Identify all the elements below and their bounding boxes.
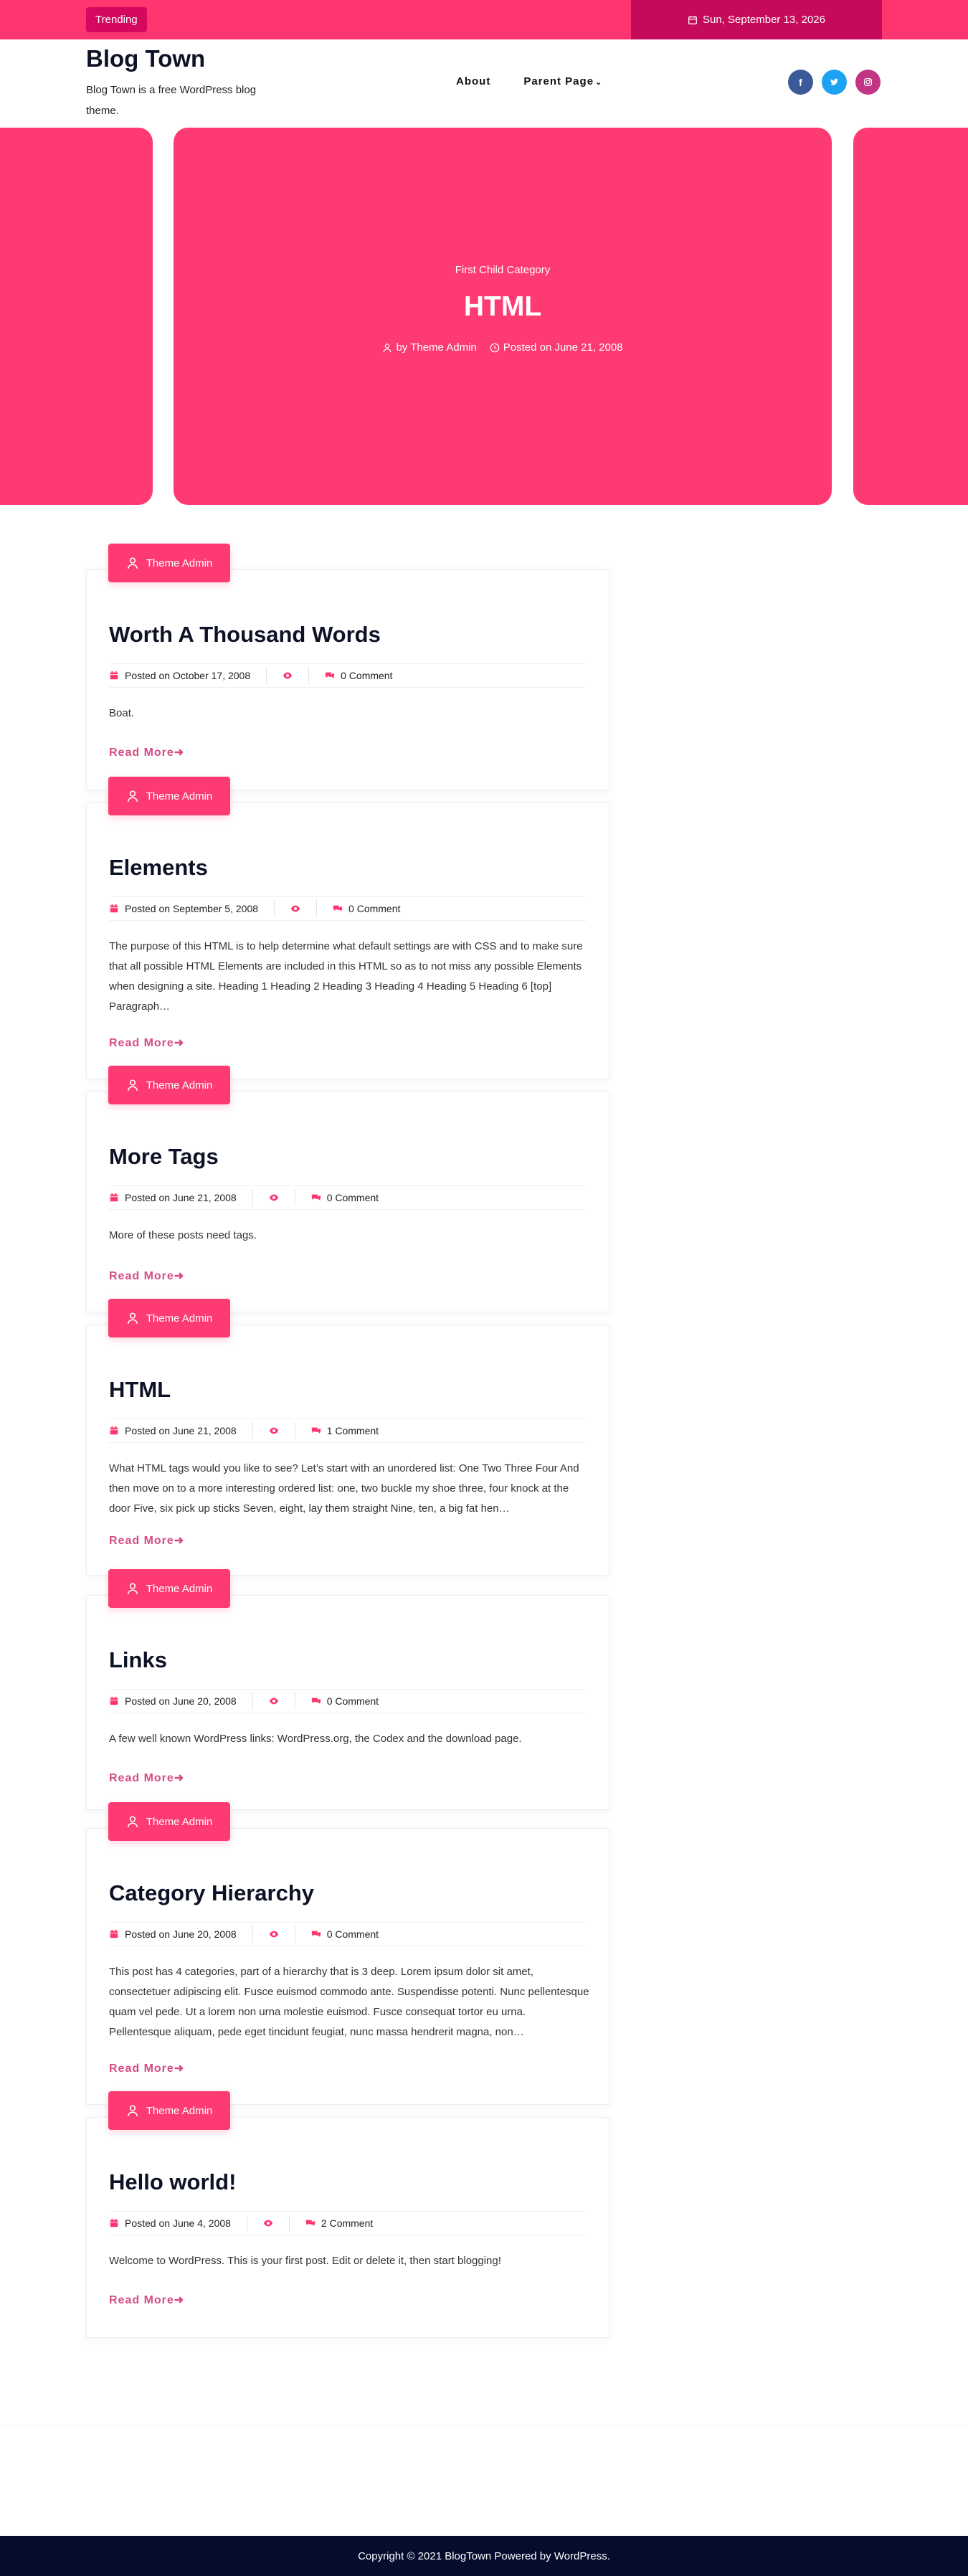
instagram-icon[interactable] (855, 70, 881, 95)
post-comments-text: 0 Comment (348, 903, 401, 914)
nav-item-parent-page[interactable] (523, 75, 602, 87)
calendar-icon (109, 1193, 119, 1203)
post-card (86, 1569, 609, 1810)
read-more-label: Read More (109, 1037, 174, 1049)
read-more-link[interactable] (109, 2061, 184, 2075)
divider (0, 2425, 968, 2426)
eye-icon (263, 2218, 273, 2228)
post-views (263, 2218, 289, 2228)
post-author-button[interactable] (108, 1299, 230, 1337)
arrow-right-icon: ➜ (174, 2063, 185, 2075)
eye-icon (290, 904, 300, 914)
post-excerpt: Welcome to WordPress. This is your first post. Edit or delete it, then start blogging! (109, 2255, 501, 2267)
calendar-icon (109, 1696, 119, 1706)
post-meta (109, 1185, 586, 1210)
post-title[interactable]: More Tags (109, 1144, 219, 1169)
read-more-label: Read More (109, 2294, 174, 2306)
post-title[interactable]: Hello world! (109, 2169, 237, 2194)
read-more-link[interactable] (109, 1533, 184, 1548)
post-date (109, 1928, 252, 1940)
arrow-right-icon: ➜ (174, 1535, 185, 1547)
post-comments-text: 1 Comment (326, 1425, 379, 1436)
post-date (109, 903, 274, 914)
comments-icon (333, 904, 343, 914)
twitter-icon[interactable] (822, 70, 847, 95)
slide-date-text: Posted on June 21, 2008 (503, 341, 623, 354)
slide-current[interactable] (174, 128, 832, 505)
eye-icon (283, 671, 293, 681)
post-card (86, 1299, 609, 1576)
post-excerpt: Boat. (109, 707, 135, 719)
post-excerpt: This post has 4 categories, part of a hierarchy that is 3 deep. Lorem ipsum dolor sit amet, consectetuer adipiscing elit. Fusce euismod commodo ante. Suspendisse potenti. Nunc pellentesque quam vel pede. Ut a lorem non urna molestie euismod. Fusce consequat tortor eu urna. Pellentesque aliquam, pede eget tincidunt feugiat, nunc massa hendrerit magna, non… (109, 1966, 589, 2038)
post-date-text: Posted on June 21, 2008 (125, 1192, 237, 1203)
slide-meta (174, 341, 832, 354)
post-comments[interactable] (325, 670, 408, 681)
post-author-button[interactable] (108, 1066, 230, 1104)
read-more-link[interactable] (109, 1771, 184, 1785)
post-card-body (86, 569, 609, 790)
post-comments-text: 0 Comment (326, 1928, 379, 1940)
read-more-label: Read More (109, 747, 174, 759)
meta-divider (308, 667, 309, 684)
social-links (788, 70, 881, 95)
slide-category[interactable]: First Child Category (455, 264, 551, 276)
post-card (86, 1066, 609, 1312)
post-card-body (86, 1828, 609, 2105)
post-title[interactable]: HTML (109, 1377, 171, 1402)
user-icon (126, 790, 139, 802)
date-text: Sun, September 13, 2026 (703, 14, 825, 26)
nav-item-parent-page-label: Parent Page (523, 75, 594, 87)
comments-icon (311, 1426, 321, 1436)
post-author-label: Theme Admin (146, 1079, 213, 1092)
read-more-link[interactable] (109, 2293, 184, 2307)
post-author-label: Theme Admin (146, 1312, 213, 1325)
read-more-link[interactable] (109, 745, 184, 759)
post-author-label: Theme Admin (146, 2104, 213, 2117)
calendar-icon (688, 15, 698, 25)
post-date-text: Posted on June 4, 2008 (125, 2217, 231, 2229)
slide-author[interactable] (382, 341, 476, 354)
chevron-down-icon: ⌄ (595, 78, 603, 87)
post-excerpt: The purpose of this HTML is to help determine what default settings are with CSS and to make sure that all possible HTML Elements are included in this HTML so as to not miss any possible Elements when designing a site. Heading 1 Heading 2 Heading 3 Heading 4 Heading 5 Heading 6 [top] Paragraph… (109, 940, 583, 1013)
meta-divider (252, 1189, 253, 1206)
post-card (86, 544, 609, 790)
main-nav (456, 75, 602, 87)
user-icon (126, 1815, 139, 1828)
post-comments[interactable] (311, 1192, 394, 1203)
post-meta (109, 663, 586, 688)
post-author-label: Theme Admin (146, 1815, 213, 1828)
post-date-text: Posted on September 5, 2008 (125, 903, 259, 914)
eye-icon (269, 1426, 279, 1436)
nav-item-about[interactable]: About (456, 75, 491, 87)
post-card-body (86, 1595, 609, 1810)
post-date (109, 1192, 252, 1203)
post-date-text: Posted on October 17, 2008 (125, 670, 251, 681)
post-comments[interactable] (311, 1695, 394, 1707)
post-meta (109, 896, 586, 921)
post-author-button[interactable] (108, 544, 230, 582)
post-comments-text: 0 Comment (326, 1695, 379, 1707)
meta-divider (252, 1422, 253, 1439)
arrow-right-icon: ➜ (174, 747, 185, 759)
post-date (109, 2217, 247, 2229)
arrow-right-icon: ➜ (174, 2294, 185, 2306)
post-date-text: Posted on June 20, 2008 (125, 1695, 237, 1707)
post-comments[interactable] (333, 903, 416, 914)
post-author-button[interactable] (108, 777, 230, 815)
read-more-label: Read More (109, 1535, 174, 1547)
comments-icon (311, 1696, 321, 1706)
post-author-button[interactable] (108, 1802, 230, 1841)
meta-divider (266, 667, 267, 684)
post-views (269, 1696, 295, 1706)
top-bar (0, 0, 968, 39)
featured-slider (0, 126, 968, 506)
post-author-label: Theme Admin (146, 557, 213, 569)
comments-icon (311, 1193, 321, 1203)
post-meta (109, 2211, 586, 2235)
user-icon (126, 557, 139, 569)
read-more-label: Read More (109, 1772, 174, 1784)
calendar-icon (109, 1929, 119, 1939)
comments-icon (325, 671, 335, 681)
facebook-icon[interactable]: f (788, 70, 813, 95)
calendar-icon (109, 904, 119, 914)
post-views (283, 671, 308, 681)
user-icon (126, 1079, 139, 1092)
post-excerpt: More of these posts need tags. (109, 1229, 257, 1241)
eye-icon (269, 1696, 279, 1706)
meta-divider (289, 2215, 290, 2232)
trending-label[interactable]: Trending (86, 7, 147, 32)
post-author-button[interactable] (108, 2091, 230, 2130)
post-views (269, 1193, 295, 1203)
date-display (631, 0, 882, 39)
post-card-body (86, 1092, 609, 1312)
comments-icon (305, 2218, 315, 2228)
post-card (86, 2091, 609, 2338)
post-card (86, 777, 609, 1079)
post-author-button[interactable] (108, 1569, 230, 1608)
post-title[interactable]: Elements (109, 855, 208, 880)
post-date (109, 670, 266, 681)
user-icon (126, 1312, 139, 1325)
user-icon (382, 343, 392, 353)
comments-icon (311, 1929, 321, 1939)
slide-title[interactable]: HTML (463, 291, 542, 322)
site-description: Blog Town is a free WordPress blog theme. (86, 84, 257, 117)
slide-author-text: by Theme Admin (396, 341, 477, 354)
clock-icon (490, 343, 500, 353)
post-comments-text: 0 Comment (341, 670, 393, 681)
read-more-link[interactable] (109, 1269, 184, 1283)
post-title[interactable]: Links (109, 1647, 167, 1672)
post-date-text: Posted on June 21, 2008 (125, 1425, 237, 1436)
post-excerpt: What HTML tags would you like to see? Let’s start with an unordered list: One Two Three Four And then move on to a more interesting ordered list: one, two buckle my shoe three, four knock at the door Five, six pick up sticks Seven, eight, lay them straight Nine, ten, a big fat hen… (109, 1462, 579, 1515)
post-comments[interactable] (311, 1928, 394, 1940)
meta-divider (274, 900, 275, 917)
post-comments-text: 2 Comment (321, 2217, 374, 2229)
post-views (290, 904, 316, 914)
read-more-link[interactable] (109, 1036, 184, 1050)
calendar-icon (109, 2218, 119, 2228)
user-icon (126, 1582, 139, 1595)
post-author-label: Theme Admin (146, 1582, 213, 1595)
calendar-icon (109, 1426, 119, 1436)
user-icon (126, 2104, 139, 2117)
post-date (109, 1425, 252, 1436)
post-views (269, 1929, 295, 1939)
arrow-right-icon: ➜ (174, 1772, 185, 1784)
slide-previous[interactable] (0, 128, 153, 505)
post-meta (109, 1922, 586, 1946)
read-more-label: Read More (109, 2063, 174, 2075)
read-more-label: Read More (109, 1270, 174, 1282)
meta-divider (252, 1926, 253, 1943)
post-author-label: Theme Admin (146, 790, 213, 802)
post-date-text: Posted on June 20, 2008 (125, 1928, 237, 1940)
meta-divider (316, 900, 317, 917)
post-date (109, 1695, 252, 1707)
post-views (269, 1426, 295, 1436)
post-card-body (86, 1325, 609, 1576)
eye-icon (269, 1929, 279, 1939)
post-meta (109, 1419, 586, 1443)
post-card (86, 1802, 609, 2105)
site-title[interactable]: Blog Town (86, 45, 206, 72)
post-card-body (86, 2117, 609, 2338)
post-excerpt: A few well known WordPress links: WordPress.org, the Codex and the download page. (109, 1733, 522, 1745)
post-meta (109, 1689, 586, 1713)
meta-divider (252, 1692, 253, 1710)
slide-date (490, 341, 623, 354)
arrow-right-icon: ➜ (174, 1270, 185, 1282)
copyright-text: Copyright © 2021 BlogTown Powered by WordPress. (358, 2549, 610, 2562)
eye-icon (269, 1193, 279, 1203)
post-comments-text: 0 Comment (326, 1192, 379, 1203)
calendar-icon (109, 671, 119, 681)
site-footer (0, 2536, 968, 2576)
post-title[interactable]: Category Hierarchy (109, 1880, 315, 1905)
post-card-body (86, 802, 609, 1079)
post-comments[interactable] (305, 2217, 389, 2229)
site-header (0, 39, 968, 126)
arrow-right-icon: ➜ (174, 1037, 185, 1049)
slide-next[interactable] (853, 128, 968, 505)
post-title[interactable]: Worth A Thousand Words (109, 622, 381, 647)
post-comments[interactable] (311, 1425, 394, 1436)
